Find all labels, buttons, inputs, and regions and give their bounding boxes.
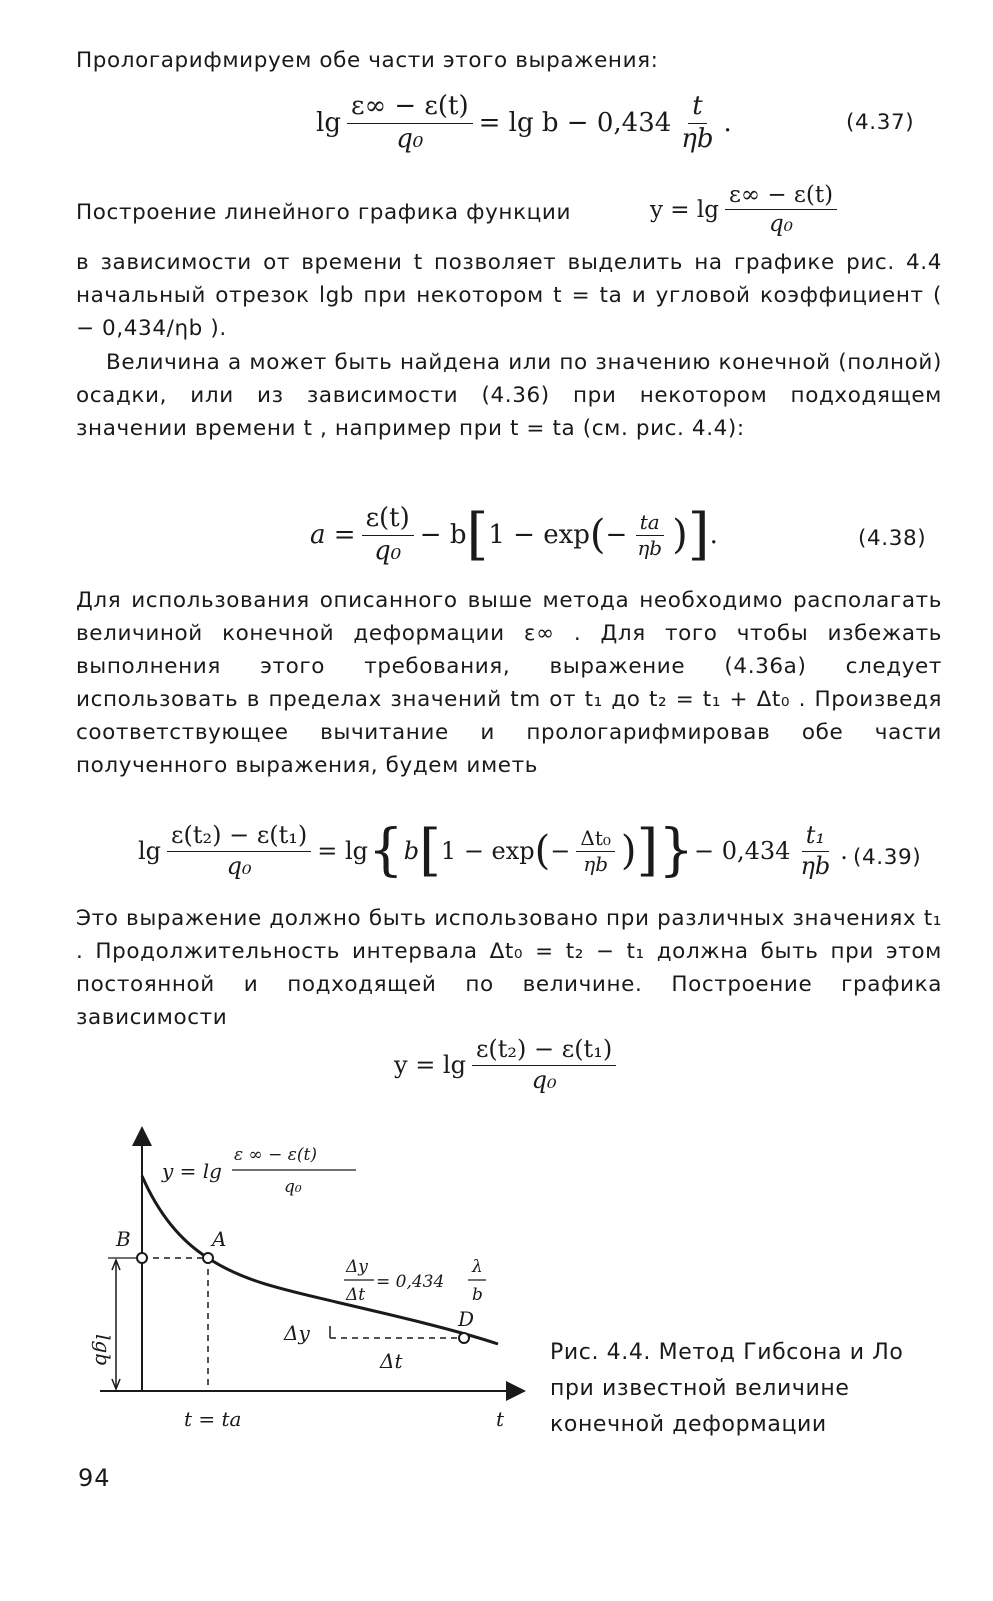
eq-y1-den: q₀ — [769, 211, 793, 238]
point-a-marker — [203, 1253, 213, 1263]
figure-caption: Рис. 4.4. Метод Гибсона и Ло при известной величине конечной деформации — [550, 1340, 904, 1437]
eq439-brace-open: { — [368, 818, 404, 884]
eq438-g-num: ta — [636, 511, 664, 536]
eq438-mid: − b — [419, 520, 467, 551]
eq438-inner2: − — [605, 520, 628, 551]
point-b-marker — [137, 1253, 147, 1263]
eq439-f-num: ε(t₂) − ε(t₁) — [167, 822, 311, 852]
slope-f-den: b — [472, 1285, 483, 1305]
eq439-h-fraction — [796, 822, 834, 880]
point-d-marker — [459, 1333, 469, 1343]
equation-4-39 — [138, 818, 848, 884]
lgb-label: lgb — [91, 1334, 115, 1367]
eq437-rhs-fraction — [677, 92, 717, 155]
x-axis-label: t — [496, 1407, 505, 1431]
eq438-g-den: ηb — [637, 535, 663, 560]
eq437-middle: = lg b − 0,434 — [478, 108, 672, 139]
y-axis-label-den: q₀ — [284, 1177, 302, 1197]
eq439-h-num: t₁ — [802, 822, 829, 852]
settlement-curve — [142, 1176, 498, 1344]
eq438-bracket-open: [ — [466, 502, 489, 568]
figure-4-4-gibson-lo — [76, 1120, 536, 1450]
eq439-paren-open: ( — [534, 828, 551, 875]
slope-eq: = 0,434 — [376, 1272, 445, 1292]
paragraph-linear-graph: Построение линейного графика функции — [76, 200, 572, 225]
eq-y2-num: ε(t₂) − ε(t₁) — [472, 1036, 616, 1066]
eq439-mid: = lg — [317, 837, 369, 866]
paragraph-value-a: Величина a может быть найдена или по значению конечной (полной) осадки, или из зависимости (4.36) при некотором подходящем значении времени t , например при t = ta (см. рис. 4.4): — [76, 350, 942, 441]
eq439-g-fraction — [576, 827, 615, 876]
equation-4-38 — [310, 504, 718, 567]
eq438-g-fraction — [633, 511, 666, 560]
eq-y2-prefix: y = lg — [394, 1051, 466, 1080]
eq437-lg: lg — [316, 108, 341, 139]
y-axis-label-prefix: y = lg — [162, 1159, 222, 1183]
eq439-g-num: Δt₀ — [576, 827, 615, 852]
paragraph-time-dependence: в зависимости от времени t позволяет выделить на графике рис. 4.4 начальный отрезок lgb при некотором t = ta и угловой коэффициент ( − 0,434/ηb ). — [76, 250, 942, 341]
delta-t-label: Δt — [380, 1349, 403, 1373]
eq439-bracket-close: ] — [636, 818, 659, 884]
eq437-rhs-num: t — [688, 92, 706, 124]
eq438-lhs: a = — [310, 520, 356, 551]
eq437-lhs-fraction — [347, 92, 473, 155]
y-axis-label-num: ε ∞ − ε(t) — [234, 1145, 317, 1165]
eq439-brace-close: } — [658, 818, 694, 884]
point-b-label: B — [116, 1227, 131, 1251]
slope-num: Δy — [346, 1257, 368, 1277]
eq437-lhs-num: ε∞ − ε(t) — [347, 92, 473, 124]
eq439-bracket-open: [ — [419, 818, 441, 884]
equation-y-difference — [394, 1036, 622, 1094]
eq439-h-den: ηb — [800, 851, 831, 880]
x-tick-ta: t = ta — [184, 1407, 242, 1431]
eq438-tail: . — [709, 520, 718, 551]
slope-den: Δt — [346, 1285, 366, 1305]
eq-y1-num: ε∞ − ε(t) — [725, 182, 837, 210]
eq438-f-num: ε(t) — [362, 504, 414, 536]
eq439-minus: − — [550, 837, 571, 866]
eq439-f-den: q₀ — [226, 851, 252, 880]
eq438-inner1: 1 − exp — [488, 520, 590, 551]
eq439-inner: 1 − exp — [440, 837, 535, 866]
eq439-paren-close: ) — [620, 828, 637, 875]
eq438-f-fraction — [362, 504, 414, 567]
eq-y2-den: q₀ — [531, 1065, 557, 1094]
eq439-f-fraction — [167, 822, 311, 880]
eq439-tail: . — [840, 837, 848, 866]
eq438-paren-open: ( — [589, 512, 606, 559]
eq437-lhs-den: q₀ — [396, 123, 424, 154]
paragraph-method-use: Для использования описанного выше метода необходимо располагать величиной конечной деформации ε∞ . Для того чтобы избежать выполнения этого требования, выражение (4.36а) следует использовать в пределах значений tm от t₁ до t₂ = t₁ + Δt₀ . Произведя соответствующее вычитание и прологарифмировав обе части полученного выражения, будем иметь — [76, 588, 942, 778]
eq438-paren-close: ) — [672, 512, 688, 559]
eq-y1-fraction — [725, 182, 837, 238]
eq439-b: b — [403, 837, 420, 866]
eq439-prefix: lg — [138, 837, 162, 866]
eq-y2-fraction — [472, 1036, 616, 1094]
eq438-number: (4.38) — [858, 526, 927, 551]
point-a-label: A — [212, 1227, 227, 1251]
eq437-number: (4.37) — [846, 110, 915, 135]
eq439-g-den: ηb — [583, 851, 609, 876]
eq437-tail: . — [723, 108, 732, 139]
point-d-label: D — [458, 1307, 475, 1331]
equation-4-37 — [316, 92, 732, 155]
eq437-rhs-den: ηb — [681, 123, 714, 154]
page-number: 94 — [78, 1464, 111, 1492]
eq439-number: (4.39) — [853, 845, 922, 870]
delta-y-label: Δy — [284, 1321, 310, 1345]
slope-f-num: λ — [472, 1257, 483, 1277]
eq-y1-prefix: y = lg — [650, 196, 719, 223]
eq438-f-den: q₀ — [374, 535, 402, 566]
eq439-after: − 0,434 — [694, 837, 791, 866]
eq438-bracket-close: ] — [687, 502, 710, 568]
paragraph-interval: Это выражение должно быть использовано при различных значениях t₁ . Продолжительность интервала Δt₀ = t₂ − t₁ должна быть при этом постоянной и подходящей по величине. Построение графика зависимости — [76, 906, 942, 1030]
paragraph-intro: Прологарифмируем обе части этого выражения: — [76, 48, 659, 73]
equation-y-function — [650, 182, 843, 238]
